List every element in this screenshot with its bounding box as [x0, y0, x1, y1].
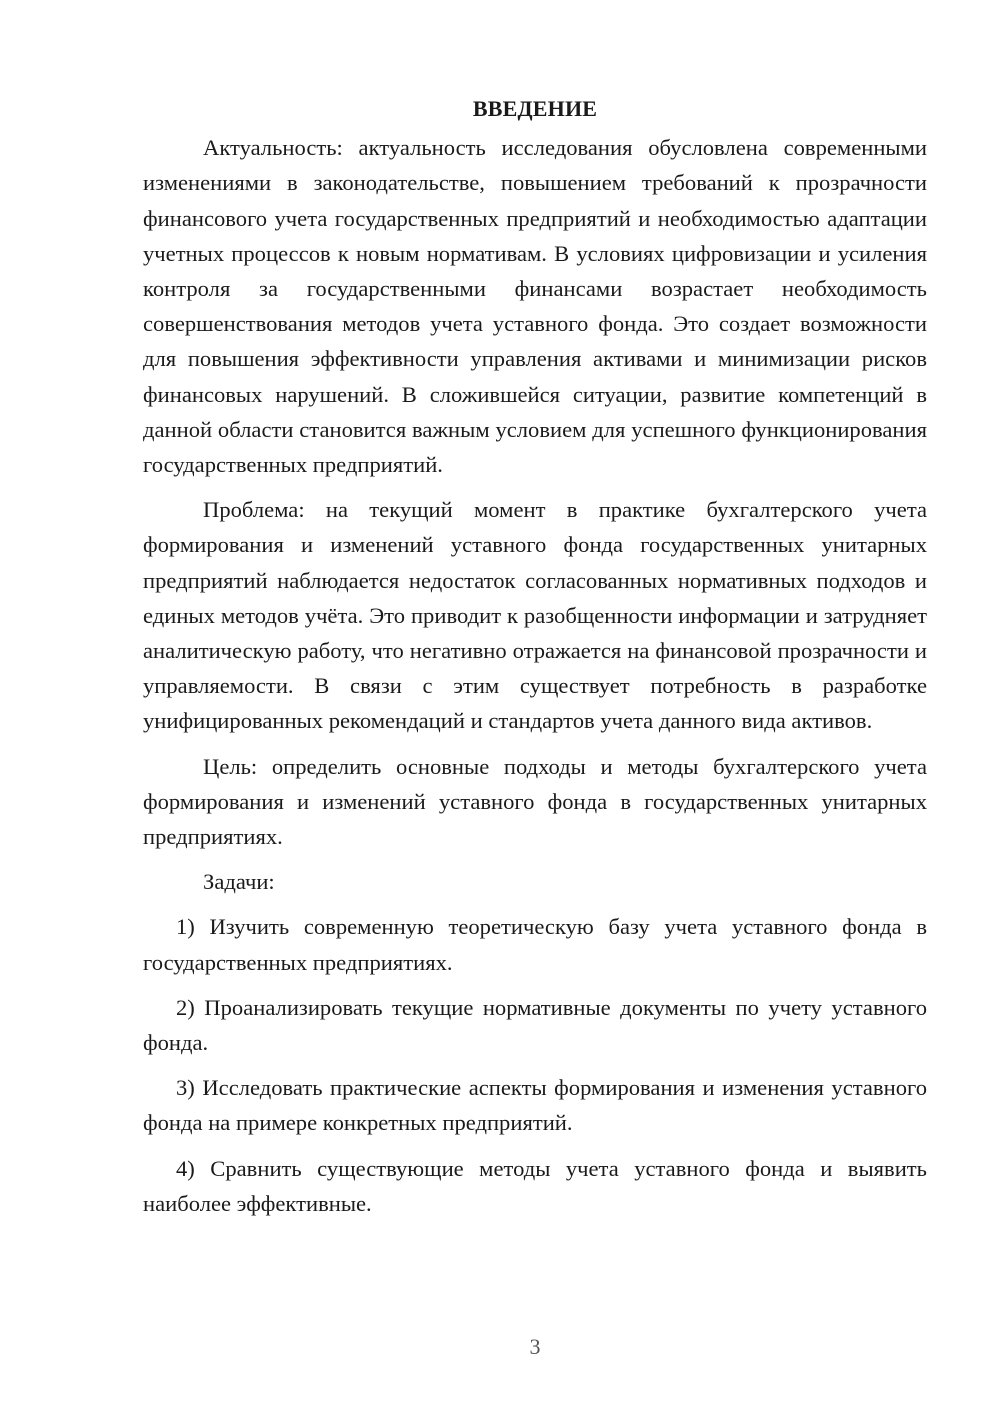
- task-item-4: 4) Сравнить существующие методы учета уставного фонда и выявить наиболее эффективные.: [143, 1155, 927, 1216]
- task-item-2: 2) Проанализировать текущие нормативные документы по учету уставного фонда.: [143, 994, 927, 1056]
- page-content: [143, 91, 927, 1221]
- paragraph-problem: Проблема: на текущий момент в практике бухгалтерского учета формирования и изменений уставного фонда государственных унитарных предприятий наблюдается недостаток согласованных нормативных подходов и единых методов учёта. Это приводит к разобщенности информации и затрудняет аналитическую работу, что негативно отражается на финансовой прозрачности и управляемости. В связи с этим существует потребность в разработке унифицированных рекомендаций и стандартов учета данного вида активов.: [143, 497, 927, 734]
- task-item-1: 1) Изучить современную теоретическую базу учета уставного фонда в государственных предприятиях.: [143, 914, 927, 975]
- task-item-3: 3) Исследовать практические аспекты формирования и изменения уставного фонда на примере конкретных предприятий.: [143, 1075, 927, 1136]
- task-list: [143, 909, 927, 1221]
- section-title: ВВЕДЕНИЕ: [472, 96, 598, 121]
- tasks-label: Задачи:: [203, 869, 275, 895]
- paragraph-goal: Цель: определить основные подходы и методы бухгалтерского учета формирования и изменений уставного фонда в государственных унитарных предприятиях.: [143, 753, 927, 850]
- page-number: 3: [529, 1334, 541, 1359]
- paragraph-relevance: Актуальность: актуальность исследования обусловлена современными изменениями в законодательстве, повышением требований к прозрачности финансового учета государственных предприятий и необходимостью адаптации учетных процессов к новым нормативам. В условиях цифровизации и усиления контроля за государственными финансами возрастает необходимость совершенствования методов учета уставного фонда. Это создает возможности для повышения эффективности управления активами и минимизации рисков финансовых нарушений. В сложившейся ситуации, развитие компетенций в данной области становится важным условием для успешного функционирования государственных предприятий.: [143, 135, 927, 478]
